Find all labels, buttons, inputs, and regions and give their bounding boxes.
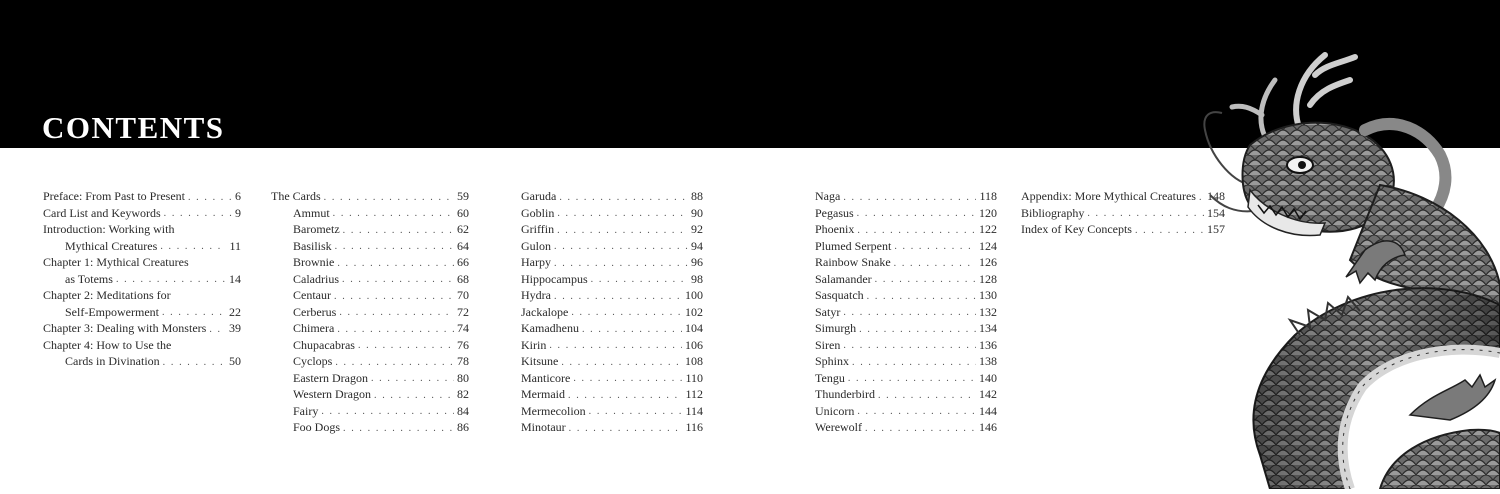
toc-entry-page: 136 — [979, 337, 997, 352]
toc-entry-page: 128 — [979, 271, 997, 286]
dot-leader — [894, 257, 976, 271]
dot-leader — [163, 356, 226, 370]
toc-entry-title: Werewolf — [815, 420, 863, 434]
toc-entry-title: Mermaid — [521, 387, 565, 401]
toc-entry — [43, 254, 241, 287]
toc-entry-page: 122 — [979, 222, 997, 236]
toc-entry — [815, 370, 997, 387]
toc-entry-title: Rainbow Snake — [815, 255, 891, 269]
dot-leader — [554, 257, 688, 271]
dot-leader — [339, 306, 454, 320]
toc-entry-page: 82 — [457, 387, 469, 401]
toc-entry-title: Self-Empowerment — [65, 304, 159, 319]
dot-leader — [582, 323, 682, 337]
dot-leader — [335, 356, 454, 370]
dot-leader — [371, 372, 454, 386]
toc-entry-title: as Totems — [65, 271, 113, 286]
toc-entry-page: 72 — [457, 304, 469, 319]
dot-leader — [591, 273, 688, 287]
toc-entry — [271, 337, 469, 354]
toc-entry-title: Gulon — [521, 238, 551, 253]
dot-leader — [557, 207, 688, 221]
dot-leader — [342, 273, 454, 287]
toc-entry-page: 9 — [235, 205, 241, 220]
toc-entry — [815, 221, 997, 238]
toc-entry-page: 140 — [979, 370, 997, 385]
toc-entry-page: 157 — [1207, 222, 1225, 236]
toc-entry-page: 74 — [457, 321, 469, 335]
dot-leader — [571, 306, 682, 320]
toc-entry — [521, 205, 703, 222]
toc-entry-page: 22 — [229, 304, 241, 319]
dot-leader — [554, 290, 682, 304]
toc-entry-page: 130 — [979, 288, 997, 302]
toc-entry — [271, 353, 469, 370]
toc-entry — [815, 386, 997, 403]
dot-leader — [557, 224, 688, 238]
toc-entry-page: 112 — [685, 387, 703, 401]
toc-entry — [815, 238, 997, 255]
toc-entry — [43, 205, 241, 222]
toc-entry — [271, 304, 469, 321]
toc-entry-title: Mythical Creatures — [65, 238, 158, 253]
toc-column-cards-a — [271, 188, 469, 436]
toc-entry-title: Cyclops — [293, 354, 333, 368]
toc-entry — [43, 287, 241, 320]
toc-entry-title: Satyr — [815, 304, 841, 319]
toc-entry-title: Chupacabras — [293, 337, 355, 352]
toc-column-front-matter — [43, 188, 241, 370]
toc-entry-title: Hydra — [521, 288, 551, 302]
toc-entry-page: 88 — [691, 189, 703, 203]
toc-entry-page: 66 — [457, 255, 469, 269]
toc-entry — [815, 353, 997, 370]
toc-entry-page: 142 — [979, 387, 997, 401]
dot-leader — [334, 290, 454, 304]
toc-entry-page: 124 — [979, 238, 997, 253]
toc-entry — [521, 271, 703, 288]
toc-entry-page: 11 — [229, 238, 241, 253]
toc-entry — [521, 304, 703, 321]
toc-entry-title: Siren — [815, 337, 841, 352]
dot-leader — [554, 240, 688, 254]
dot-leader — [894, 240, 976, 254]
toc-entry-title: Goblin — [521, 205, 555, 220]
toc-entry-page: 98 — [691, 271, 703, 286]
dot-leader — [865, 422, 976, 436]
dot-leader — [843, 191, 976, 205]
toc-entry — [271, 320, 469, 337]
dot-leader — [321, 405, 454, 419]
toc-entry — [521, 403, 703, 420]
dot-leader — [358, 339, 454, 353]
dot-leader — [568, 389, 682, 403]
dot-leader — [843, 306, 976, 320]
toc-entry-page: 14 — [229, 271, 241, 286]
toc-entry-title: Thunderbird — [815, 387, 875, 401]
toc-entry-title: Chapter 2: Meditations for — [43, 288, 171, 302]
toc-entry-title: Introduction: Working with — [43, 222, 175, 236]
toc-entry — [271, 254, 469, 271]
toc-entry — [43, 221, 241, 254]
toc-entry-page: 78 — [457, 354, 469, 368]
dot-leader — [188, 191, 232, 205]
dot-leader — [374, 389, 454, 403]
toc-entry-title: Griffin — [521, 222, 555, 236]
toc-entry-title: Harpy — [521, 255, 551, 269]
toc-entry-page: 86 — [457, 420, 469, 434]
toc-entry-page: 104 — [685, 321, 703, 335]
toc-entry-title: Caladrius — [293, 271, 339, 286]
toc-entry-title: Phoenix — [815, 222, 855, 236]
toc-entry — [521, 386, 703, 403]
toc-entry — [43, 188, 241, 205]
toc-entry — [521, 370, 703, 387]
toc-entry — [271, 188, 469, 205]
dot-leader — [878, 389, 976, 403]
dot-leader — [857, 207, 976, 221]
toc-entry-title: Naga — [815, 189, 841, 203]
toc-entry-page: 110 — [685, 370, 703, 385]
dot-leader — [852, 356, 976, 370]
toc-entry-page: 62 — [457, 222, 469, 236]
toc-entry-page: 94 — [691, 238, 703, 253]
dot-leader — [164, 207, 232, 221]
toc-entry-page: 68 — [457, 271, 469, 286]
dot-leader — [162, 306, 226, 320]
toc-entry — [815, 337, 997, 354]
toc-entry — [815, 403, 997, 420]
dot-leader — [857, 405, 976, 419]
toc-entry-title: Chimera — [293, 321, 335, 335]
toc-entry-page: 116 — [685, 420, 703, 434]
toc-entry — [815, 188, 997, 205]
toc-entry — [521, 287, 703, 304]
toc-entry-page: 50 — [229, 354, 241, 368]
toc-entry-title: Jackalope — [521, 304, 569, 319]
toc-entry-page: 70 — [457, 288, 469, 302]
toc-entry — [815, 320, 997, 337]
toc-entry-title: Brownie — [293, 255, 335, 269]
toc-entry-title: Ammut — [293, 205, 330, 220]
toc-entry — [815, 254, 997, 271]
toc-entry — [43, 320, 241, 337]
toc-entry-title: Western Dragon — [293, 387, 372, 401]
toc-entry-title: Salamander — [815, 271, 872, 286]
toc-entry-title: Card List and Keywords — [43, 205, 161, 220]
dot-leader — [343, 224, 454, 238]
toc-entry-title: Tengu — [815, 370, 845, 385]
toc-entry-page: 108 — [685, 354, 703, 368]
toc-entry-title: Cards in Divination — [65, 354, 160, 368]
dot-leader — [343, 422, 454, 436]
toc-entry-page: 154 — [1207, 205, 1225, 220]
toc-entry-title: Cerberus — [293, 304, 337, 319]
toc-entry-page: 59 — [457, 189, 469, 203]
dot-leader — [160, 240, 226, 254]
toc-entry-title: Chapter 3: Dealing with Monsters — [43, 321, 207, 335]
toc-entry-page: 148 — [1207, 189, 1225, 203]
dot-leader — [875, 273, 976, 287]
toc-entry-title: Preface: From Past to Present — [43, 189, 185, 203]
toc-entry-title: Foo Dogs — [293, 420, 341, 434]
dot-leader — [569, 422, 683, 436]
toc-entry-title: Mermecolion — [521, 403, 586, 418]
toc-entry-title: Fairy — [293, 403, 319, 418]
toc-entry-title: Chapter 4: How to Use the — [43, 337, 172, 352]
toc-entry — [521, 337, 703, 354]
toc-entry — [271, 419, 469, 436]
toc-entry-title: Bibliography — [1021, 205, 1085, 220]
dot-leader — [848, 372, 976, 386]
toc-entry-title: Centaur — [293, 288, 331, 302]
dot-leader — [573, 372, 682, 386]
toc-entry-page: 106 — [685, 337, 703, 352]
toc-entry — [521, 254, 703, 271]
toc-entry-page: 100 — [685, 288, 703, 302]
toc-entry-page: 6 — [235, 189, 241, 203]
toc-entry — [271, 221, 469, 238]
dot-leader — [335, 240, 454, 254]
toc-entry — [271, 370, 469, 387]
toc-entry-title: Simurgh — [815, 321, 857, 335]
toc-entry — [271, 287, 469, 304]
toc-entry — [815, 304, 997, 321]
dot-leader — [857, 224, 976, 238]
toc-entry — [271, 386, 469, 403]
toc-entry — [271, 271, 469, 288]
toc-entry-page: 92 — [691, 222, 703, 236]
toc-entry-title: Hippocampus — [521, 271, 588, 286]
dot-leader — [561, 356, 682, 370]
toc-entry — [815, 271, 997, 288]
toc-entry — [43, 337, 241, 370]
toc-entry — [271, 205, 469, 222]
toc-entry-title: Index of Key Concepts — [1021, 222, 1132, 236]
dot-leader — [333, 207, 454, 221]
toc-entry-page: 134 — [979, 321, 997, 335]
toc-entry — [271, 403, 469, 420]
toc-entry — [521, 238, 703, 255]
toc-entry-page: 118 — [979, 189, 997, 203]
dot-leader — [559, 191, 688, 205]
toc-entry-title: Manticore — [521, 370, 571, 385]
toc-entry-title: The Cards — [271, 189, 321, 203]
toc-entry-title: Garuda — [521, 189, 557, 203]
dot-leader — [337, 257, 454, 271]
toc-entry-page: 80 — [457, 370, 469, 385]
toc-entry-page: 64 — [457, 238, 469, 253]
toc-entry-title: Appendix: More Mythical Creatures — [1021, 189, 1196, 203]
toc-entry — [521, 353, 703, 370]
toc-entry-title: Chapter 1: Mythical Creatures — [43, 255, 189, 269]
toc-entry-title: Minotaur — [521, 420, 566, 434]
toc-entry-title: Eastern Dragon — [293, 370, 368, 385]
dot-leader — [859, 323, 976, 337]
toc-entry — [815, 205, 997, 222]
toc-entry-page: 60 — [457, 205, 469, 220]
toc-entry-title: Plumed Serpent — [815, 238, 892, 253]
toc-entry-page: 102 — [685, 304, 703, 319]
toc-entry-page: 120 — [979, 205, 997, 220]
dot-leader — [337, 323, 454, 337]
toc-column-cards-c — [815, 188, 997, 436]
toc-entry — [521, 320, 703, 337]
toc-entry-page: 76 — [457, 337, 469, 352]
dot-leader — [867, 290, 976, 304]
toc-entry-title: Kirin — [521, 337, 547, 352]
toc-entry — [815, 287, 997, 304]
toc-entry-page: 39 — [229, 321, 241, 335]
toc-entry-title: Sasquatch — [815, 288, 864, 302]
toc-entry — [521, 419, 703, 436]
dot-leader — [209, 323, 226, 337]
toc-entry — [521, 221, 703, 238]
toc-entry-page: 144 — [979, 403, 997, 418]
toc-entry-page: 126 — [979, 255, 997, 269]
toc-entry-title: Kitsune — [521, 354, 559, 368]
toc-entry-title: Kamadhenu — [521, 321, 579, 335]
page-title: CONTENTS — [42, 110, 225, 145]
toc-entry-title: Unicorn — [815, 403, 855, 418]
dot-leader — [843, 339, 976, 353]
toc-entry — [271, 238, 469, 255]
dragon-illustration-icon — [1150, 35, 1500, 489]
toc-entry-page: 132 — [979, 304, 997, 319]
dot-leader — [549, 339, 682, 353]
toc-entry-title: Pegasus — [815, 205, 854, 220]
toc-entry-page: 90 — [691, 205, 703, 220]
toc-column-cards-b — [521, 188, 703, 436]
dot-leader — [324, 191, 454, 205]
toc-entry-title: Basilisk — [293, 238, 332, 253]
toc-entry-page: 96 — [691, 255, 703, 269]
toc-entry — [815, 419, 997, 436]
toc-entry-page: 84 — [457, 403, 469, 418]
toc-entry-page: 138 — [979, 354, 997, 368]
toc-entry-title: Sphinx — [815, 354, 850, 368]
toc-entry-page: 114 — [685, 403, 703, 418]
toc-entry-title: Barometz — [293, 222, 340, 236]
toc-entry-page: 146 — [979, 420, 997, 434]
dot-leader — [589, 405, 683, 419]
toc-entry — [521, 188, 703, 205]
dot-leader — [116, 273, 226, 287]
